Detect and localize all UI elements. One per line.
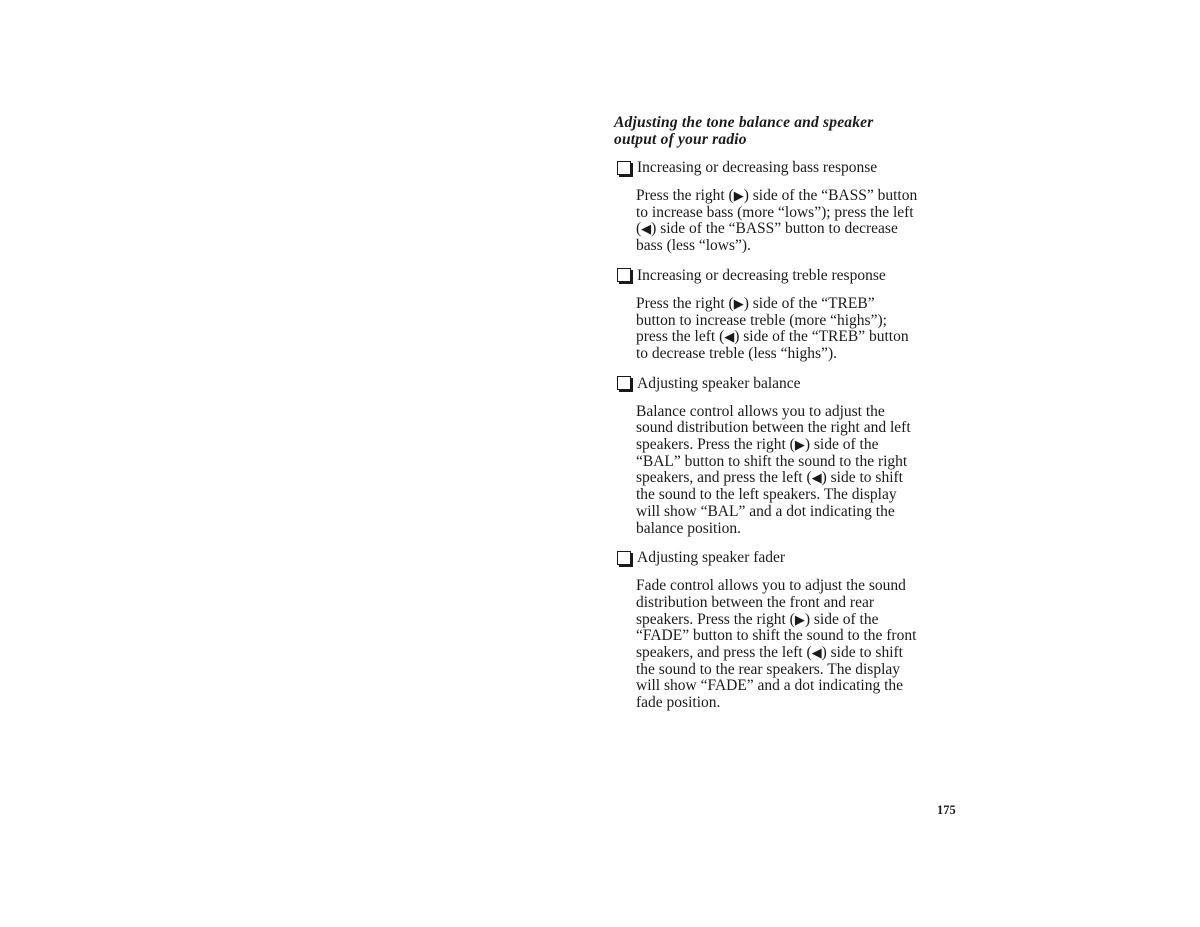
right-arrow-icon: ▶ xyxy=(794,437,805,453)
paragraph-line xyxy=(636,296,962,313)
paragraph-line xyxy=(636,612,962,629)
text-segment: the sound to the rear speakers. The display xyxy=(636,660,900,678)
text-segment: ) side to shift xyxy=(821,469,903,487)
manual-page-content xyxy=(614,114,964,724)
paragraph-line xyxy=(636,645,962,662)
text-segment: button to increase treble (more “highs”); xyxy=(636,311,887,329)
instruction-paragraph xyxy=(636,296,962,363)
subsection-title xyxy=(614,267,964,284)
text-segment: to increase bass (more “lows”); press the left xyxy=(636,203,914,221)
page-number: 175 xyxy=(937,803,956,817)
paragraph-line xyxy=(636,420,962,437)
text-segment: “FADE” button to shift the sound to the front xyxy=(636,627,917,645)
text-segment: ) side of the “TREB” button xyxy=(734,328,909,346)
text-segment: bass (less “lows”). xyxy=(636,237,751,255)
sections-container xyxy=(614,159,964,712)
text-segment: ) side of the “BASS” button to decrease xyxy=(651,220,898,238)
text-segment: speakers, and press the left ( xyxy=(636,469,812,487)
paragraph-line xyxy=(636,678,962,695)
text-segment: speakers. Press the right ( xyxy=(636,436,795,454)
paragraph-line xyxy=(636,205,962,222)
text-segment: ) side of the xyxy=(804,610,879,628)
text-segment: to decrease treble (less “highs”). xyxy=(636,344,837,362)
section-heading xyxy=(614,114,934,148)
checkbox-icon xyxy=(617,551,631,565)
text-segment: speakers. Press the right ( xyxy=(636,610,795,628)
text-segment: sound distribution between the right and left xyxy=(636,419,911,437)
right-arrow-icon: ▶ xyxy=(733,188,744,203)
paragraph-line xyxy=(636,695,962,712)
paragraph-line xyxy=(636,221,962,238)
left-arrow-icon: ◀ xyxy=(811,470,822,486)
paragraph-line xyxy=(636,329,962,346)
text-segment: press the left ( xyxy=(636,328,725,346)
paragraph-line xyxy=(636,346,962,363)
subsection-title-text: Adjusting speaker fader xyxy=(637,549,786,567)
instruction-paragraph xyxy=(636,404,962,538)
text-segment: will show “BAL” and a dot indicating the xyxy=(636,502,895,520)
paragraph-line xyxy=(636,454,962,471)
subsection-title xyxy=(614,375,964,392)
paragraph-line xyxy=(636,470,962,487)
subsection-title-text: Increasing or decreasing bass response xyxy=(637,159,878,176)
paragraph-line xyxy=(636,487,962,504)
left-arrow-icon: ◀ xyxy=(811,645,822,661)
text-segment: Fade control allows you to adjust the sound xyxy=(636,577,906,595)
text-segment: ) side of the xyxy=(804,436,879,454)
paragraph-line xyxy=(636,404,962,421)
text-segment: fade position. xyxy=(636,694,721,712)
paragraph-line xyxy=(636,504,962,521)
subsection-title xyxy=(614,159,964,176)
text-segment: speakers, and press the left ( xyxy=(636,644,812,662)
paragraph-line xyxy=(636,437,962,454)
right-arrow-icon: ▶ xyxy=(794,611,805,627)
text-segment: Balance control allows you to adjust the xyxy=(636,402,885,420)
instruction-paragraph xyxy=(636,188,962,255)
text-segment: distribution between the front and rear xyxy=(636,593,875,611)
text-segment: Press the right ( xyxy=(636,294,734,312)
text-segment: Press the right ( xyxy=(636,187,734,204)
text-segment: ) side of the “BASS” button xyxy=(743,187,918,204)
text-segment: ( xyxy=(636,220,642,238)
paragraph-line xyxy=(636,595,962,612)
subsection-title-text: Increasing or decreasing treble response xyxy=(637,266,886,284)
text-segment: balance position. xyxy=(636,519,742,537)
paragraph-line xyxy=(636,521,962,538)
paragraph-line xyxy=(636,313,962,330)
heading-line-2: output of your radio xyxy=(614,131,747,148)
instruction-paragraph xyxy=(636,578,962,712)
paragraph-line xyxy=(636,238,962,255)
paragraph-line xyxy=(636,188,962,205)
checkbox-icon xyxy=(617,268,631,282)
heading-line-1: Adjusting the tone balance and speaker xyxy=(614,114,874,131)
paragraph-line xyxy=(636,662,962,679)
subsection-title xyxy=(614,549,964,566)
text-segment: will show “FADE” and a dot indicating the xyxy=(636,677,904,695)
left-arrow-icon: ◀ xyxy=(724,329,735,345)
checkbox-icon xyxy=(617,161,631,175)
paragraph-line xyxy=(636,578,962,595)
text-segment: the sound to the left speakers. The display xyxy=(636,486,897,504)
text-segment: ) side to shift xyxy=(821,644,903,662)
text-segment: ) side of the “TREB” xyxy=(743,294,875,312)
left-arrow-icon: ◀ xyxy=(641,221,652,237)
checkbox-icon xyxy=(617,376,631,390)
paragraph-line xyxy=(636,628,962,645)
text-segment: “BAL” button to shift the sound to the right xyxy=(636,452,908,470)
subsection-title-text: Adjusting speaker balance xyxy=(637,374,801,392)
right-arrow-icon: ▶ xyxy=(733,295,744,311)
